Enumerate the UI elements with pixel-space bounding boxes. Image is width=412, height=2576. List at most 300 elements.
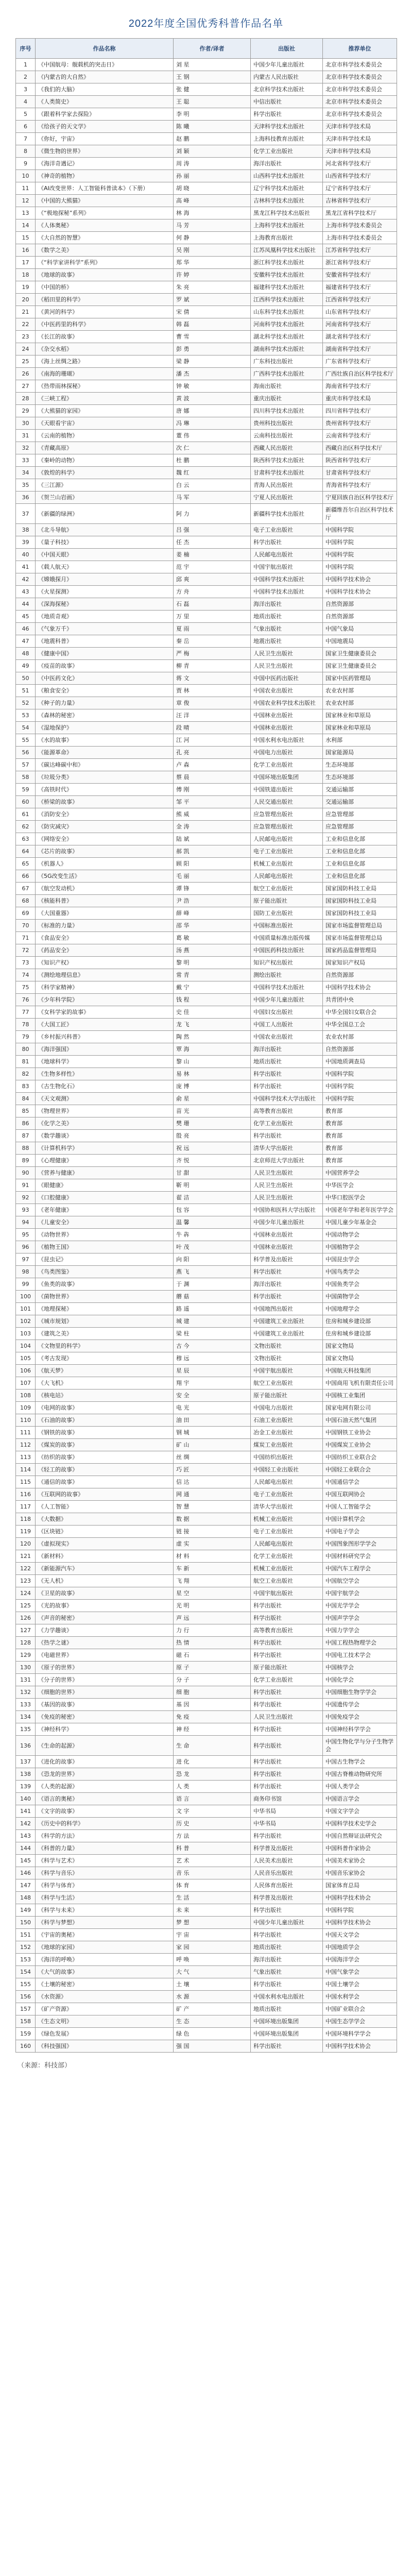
work-author: 刘 颖 <box>174 145 251 158</box>
work-recommender: 辽宁省科学技术厅 <box>323 182 397 195</box>
row-number: 61 <box>16 808 36 821</box>
table-row <box>16 1488 397 1501</box>
table-row <box>16 59 397 71</box>
table-row <box>16 1711 397 1723</box>
row-number: 130 <box>16 1662 36 1674</box>
work-publisher: 海洋出版社 <box>251 1043 323 1056</box>
table-row <box>16 586 397 598</box>
table-row <box>16 294 397 306</box>
work-publisher: 化学工业出版社 <box>251 1550 323 1563</box>
table-row <box>16 2015 397 2028</box>
work-recommender: 中国纺织工业联合会 <box>323 1451 397 1464</box>
work-publisher: 中国标准出版社 <box>251 920 323 932</box>
work-recommender: 黑龙江省科学技术厅 <box>323 207 397 219</box>
work-publisher: 广东科技出版社 <box>251 355 323 368</box>
table-row <box>16 524 397 536</box>
work-title: 《AI改变世界：人工智能科普读本》（下册） <box>36 182 174 195</box>
work-title: 《食品安全》 <box>36 932 174 944</box>
table-row <box>16 182 397 195</box>
work-publisher: 四川科学技术出版社 <box>251 405 323 417</box>
table-row <box>16 442 397 454</box>
work-publisher: 贵州科技出版社 <box>251 417 323 430</box>
work-recommender: 中国生物化学与分子生物学会 <box>323 1736 397 1756</box>
work-author: 绿 色 <box>174 2028 251 2040</box>
work-title: 《考古发现》 <box>36 1352 174 1365</box>
work-author: 星 空 <box>174 1587 251 1600</box>
work-author: 傅 刚 <box>174 784 251 796</box>
work-title: 《跟着科学家去探险》 <box>36 108 174 121</box>
row-number: 62 <box>16 821 36 833</box>
row-number: 59 <box>16 784 36 796</box>
work-recommender: 国家卫生健康委员会 <box>323 660 397 672</box>
work-publisher: 中国电力出版社 <box>251 1402 323 1414</box>
table-row <box>16 672 397 685</box>
work-author: 吕 强 <box>174 524 251 536</box>
table-row <box>16 1929 397 1941</box>
work-title: 《水资源》 <box>36 1991 174 2003</box>
work-title: 《药品安全》 <box>36 944 174 957</box>
work-title: 《核电站》 <box>36 1389 174 1402</box>
work-recommender: 国家林业和草原局 <box>323 722 397 734</box>
work-recommender: 应急管理部 <box>323 821 397 833</box>
row-number: 41 <box>16 561 36 573</box>
work-publisher: 高等教育出版社 <box>251 1105 323 1117</box>
table-row <box>16 1587 397 1600</box>
row-number: 30 <box>16 417 36 430</box>
work-title: 《力学趣谈》 <box>36 1624 174 1637</box>
table-row <box>16 1526 397 1538</box>
work-author: 历 史 <box>174 1818 251 1830</box>
work-title: 《进化的故事》 <box>36 1756 174 1768</box>
work-recommender: 中国儿童少年基金会 <box>323 1216 397 1229</box>
work-title: 《给孩子的天文学》 <box>36 121 174 133</box>
table-row <box>16 1117 397 1130</box>
row-number: 37 <box>16 504 36 524</box>
work-recommender: 中国科学技术协会 <box>323 1892 397 1904</box>
row-number: 146 <box>16 1867 36 1879</box>
work-recommender: 贵州省科学技术厅 <box>323 417 397 430</box>
work-publisher: 广西科学技术出版社 <box>251 368 323 380</box>
work-author: 齐 悦 <box>174 1155 251 1167</box>
work-publisher: 中国林业出版社 <box>251 1241 323 1253</box>
header-author: 作者/译者 <box>174 39 251 59</box>
work-publisher: 重庆出版社 <box>251 393 323 405</box>
work-author: 材 料 <box>174 1550 251 1563</box>
work-recommender: 生态环境部 <box>323 759 397 771</box>
work-recommender: 中国细胞生物学学会 <box>323 1686 397 1699</box>
work-title: 《心理健康》 <box>36 1155 174 1167</box>
work-author: 贾 林 <box>174 685 251 697</box>
row-number: 26 <box>16 368 36 380</box>
work-author: 生 活 <box>174 1892 251 1904</box>
row-number: 110 <box>16 1414 36 1427</box>
work-title: 《内蒙古的大自然》 <box>36 71 174 83</box>
work-publisher: 科学出版社 <box>251 1291 323 1303</box>
table-row <box>16 549 397 561</box>
work-title: 《声音的秘密》 <box>36 1612 174 1624</box>
work-author: 王 钢 <box>174 71 251 83</box>
row-number: 82 <box>16 1068 36 1080</box>
work-author: 郑 华 <box>174 257 251 269</box>
work-title: 《电网的故事》 <box>36 1402 174 1414</box>
row-number: 28 <box>16 393 36 405</box>
row-number: 141 <box>16 1805 36 1818</box>
row-number: 13 <box>16 207 36 219</box>
row-number: 154 <box>16 1966 36 1978</box>
work-recommender: 中国计算机学会 <box>323 1513 397 1526</box>
table-row <box>16 108 397 121</box>
table-body <box>16 59 397 2053</box>
work-title: 《煤炭的故事》 <box>36 1439 174 1451</box>
row-number: 93 <box>16 1204 36 1216</box>
work-author: 蒋 文 <box>174 672 251 685</box>
work-title: 《原子的世界》 <box>36 1662 174 1674</box>
table-row <box>16 969 397 981</box>
row-number: 69 <box>16 907 36 920</box>
work-publisher: 清华大学出版社 <box>251 1501 323 1513</box>
row-number: 119 <box>16 1526 36 1538</box>
work-title: 《杂交水稻》 <box>36 343 174 355</box>
work-author: 胡 晓 <box>174 182 251 195</box>
row-number: 58 <box>16 771 36 784</box>
work-title: 《天眼看宇宙》 <box>36 417 174 430</box>
row-number: 95 <box>16 1229 36 1241</box>
row-number: 24 <box>16 343 36 355</box>
row-number: 92 <box>16 1192 36 1204</box>
work-publisher: 科学出版社 <box>251 1266 323 1278</box>
work-publisher: 气象出版社 <box>251 623 323 635</box>
table-row <box>16 1563 397 1575</box>
table-row <box>16 1377 397 1389</box>
work-title: 《航空发动机》 <box>36 883 174 895</box>
table-row <box>16 467 397 479</box>
work-publisher: 人民邮电出版社 <box>251 549 323 561</box>
work-author: 姜 楠 <box>174 549 251 561</box>
row-number: 156 <box>16 1991 36 2003</box>
row-number: 55 <box>16 734 36 747</box>
work-author: 电 光 <box>174 1402 251 1414</box>
work-title: 《电磁世界》 <box>36 1649 174 1662</box>
work-recommender: 山东省科学技术厅 <box>323 306 397 318</box>
work-recommender: 天津市科学技术局 <box>323 145 397 158</box>
work-title: 《免疫的秘密》 <box>36 1711 174 1723</box>
table-row <box>16 1427 397 1439</box>
work-recommender: 农业农村部 <box>323 697 397 709</box>
work-publisher: 化学工业出版社 <box>251 759 323 771</box>
work-author: 马 芳 <box>174 219 251 232</box>
work-author: 次 仁 <box>174 442 251 454</box>
work-recommender: 中国科普作家协会 <box>323 1842 397 1855</box>
row-number: 94 <box>16 1216 36 1229</box>
work-recommender: 山西省科学技术厅 <box>323 170 397 182</box>
work-author: 覃 海 <box>174 1043 251 1056</box>
table-row <box>16 257 397 269</box>
work-recommender: 江苏省科学技术厅 <box>323 244 397 257</box>
work-title: 《大自然的智慧》 <box>36 232 174 244</box>
work-author: 赵 鹏 <box>174 133 251 145</box>
table-row <box>16 709 397 722</box>
table-header <box>16 39 397 59</box>
work-publisher: 科学出版社 <box>251 1978 323 1991</box>
work-author: 阿 力 <box>174 504 251 524</box>
work-publisher: 中国科学技术出版社 <box>251 981 323 994</box>
work-recommender: 广东省科学技术厅 <box>323 355 397 368</box>
work-publisher: 陕西科学技术出版社 <box>251 454 323 467</box>
work-title: 《疫苗的故事》 <box>36 660 174 672</box>
work-author: 邹 平 <box>174 796 251 808</box>
work-author: 翔 宇 <box>174 1377 251 1389</box>
work-publisher: 地质出版社 <box>251 1056 323 1068</box>
work-publisher: 科学出版社 <box>251 1768 323 1781</box>
table-row <box>16 907 397 920</box>
row-number: 128 <box>16 1637 36 1649</box>
work-title: 《消防安全》 <box>36 808 174 821</box>
work-title: 《载人航天》 <box>36 561 174 573</box>
work-publisher: 原子能出版社 <box>251 1389 323 1402</box>
table-row <box>16 1340 397 1352</box>
work-title: 《城市规划》 <box>36 1315 174 1328</box>
work-publisher: 科学出版社 <box>251 1929 323 1941</box>
work-title: 《碳达峰碳中和》 <box>36 759 174 771</box>
work-title: 《科学与梦想》 <box>36 1917 174 1929</box>
work-author: 方 舟 <box>174 586 251 598</box>
work-author: 薛 峰 <box>174 907 251 920</box>
work-recommender: 中国矿业联合会 <box>323 2003 397 2015</box>
row-number: 8 <box>16 145 36 158</box>
table-row <box>16 536 397 549</box>
work-recommender: 河南省科学技术厅 <box>323 318 397 331</box>
table-row <box>16 1600 397 1612</box>
work-title: 《火星探测》 <box>36 586 174 598</box>
work-title: 《水的故事》 <box>36 734 174 747</box>
work-author: 城 建 <box>174 1315 251 1328</box>
row-number: 134 <box>16 1711 36 1723</box>
table-row <box>16 648 397 660</box>
row-number: 126 <box>16 1612 36 1624</box>
row-number: 87 <box>16 1130 36 1142</box>
work-author: 曹 雪 <box>174 331 251 343</box>
work-title: 《卫星的故事》 <box>36 1587 174 1600</box>
work-recommender: 中国科学院 <box>323 1904 397 1917</box>
work-recommender: 新疆维吾尔自治区科学技术厅 <box>323 504 397 524</box>
work-title: 《5G改变生活》 <box>36 870 174 883</box>
work-author: 热 情 <box>174 1637 251 1649</box>
work-recommender: 工业和信息化部 <box>323 870 397 883</box>
table-row <box>16 1793 397 1805</box>
row-number: 15 <box>16 232 36 244</box>
work-recommender: 中国商用飞机有限责任公司 <box>323 1377 397 1389</box>
table-row <box>16 1402 397 1414</box>
work-author: 孙 丽 <box>174 170 251 182</box>
table-row <box>16 1637 397 1649</box>
work-title: 《我们的大脑》 <box>36 83 174 96</box>
work-recommender: 中国老年学和老年医学学会 <box>323 1204 397 1216</box>
work-title: 《云南的植物》 <box>36 430 174 442</box>
work-recommender: 湖北省科学技术厅 <box>323 331 397 343</box>
row-number: 84 <box>16 1093 36 1105</box>
row-number: 153 <box>16 1954 36 1966</box>
row-number: 148 <box>16 1892 36 1904</box>
work-publisher: 科学出版社 <box>251 1080 323 1093</box>
work-publisher: 江西科学技术出版社 <box>251 294 323 306</box>
row-number: 35 <box>16 479 36 492</box>
work-title: 《儿童安全》 <box>36 1216 174 1229</box>
row-number: 116 <box>16 1488 36 1501</box>
work-publisher: 科学出版社 <box>251 1612 323 1624</box>
table-row <box>16 821 397 833</box>
work-author: 蔡 晨 <box>174 771 251 784</box>
table-row <box>16 1756 397 1768</box>
work-author: 夏 雨 <box>174 623 251 635</box>
row-number: 71 <box>16 932 36 944</box>
work-publisher: 科学出版社 <box>251 536 323 549</box>
table-row <box>16 393 397 405</box>
row-number: 89 <box>16 1155 36 1167</box>
table-row <box>16 660 397 672</box>
header-recommender: 推荐单位 <box>323 39 397 59</box>
work-title: 《标准的力量》 <box>36 920 174 932</box>
work-recommender: 中国昆虫学会 <box>323 1253 397 1266</box>
work-author: 谭 锋 <box>174 883 251 895</box>
work-recommender: 国家文物局 <box>323 1352 397 1365</box>
work-recommender: 重庆市科学技术局 <box>323 393 397 405</box>
row-number: 23 <box>16 331 36 343</box>
row-number: 40 <box>16 549 36 561</box>
table-row <box>16 306 397 318</box>
work-recommender: 应急管理部 <box>323 808 397 821</box>
work-recommender: 住房和城乡建设部 <box>323 1328 397 1340</box>
works-table <box>15 38 397 2053</box>
work-title: 《嫦娥探月》 <box>36 573 174 586</box>
work-author: 分 子 <box>174 1674 251 1686</box>
row-number: 64 <box>16 845 36 858</box>
row-number: 46 <box>16 623 36 635</box>
work-author: 梁 柱 <box>174 1328 251 1340</box>
work-author: 冯 琳 <box>174 417 251 430</box>
row-number: 75 <box>16 981 36 994</box>
table-row <box>16 1575 397 1587</box>
work-title: 《航天梦》 <box>36 1365 174 1377</box>
work-title: 《中国的大熊猫》 <box>36 195 174 207</box>
work-publisher: 青海人民出版社 <box>251 479 323 492</box>
work-title: 《热带雨林探秘》 <box>36 380 174 393</box>
work-recommender: 中国科学技术协会 <box>323 1917 397 1929</box>
row-number: 29 <box>16 405 36 417</box>
work-publisher: 中国科学技术大学出版社 <box>251 1093 323 1105</box>
work-publisher: 机械工业出版社 <box>251 1563 323 1575</box>
work-title: 《地球科学》 <box>36 1056 174 1068</box>
work-author: 魏 红 <box>174 467 251 479</box>
row-number: 125 <box>16 1600 36 1612</box>
table-row <box>16 1476 397 1488</box>
row-number: 112 <box>16 1439 36 1451</box>
work-title: 《互联网的故事》 <box>36 1488 174 1501</box>
work-title: 《生命的起源》 <box>36 1736 174 1756</box>
row-number: 105 <box>16 1352 36 1365</box>
work-author: 李 明 <box>174 108 251 121</box>
work-recommender: 共青团中央 <box>323 994 397 1006</box>
work-title: 《防灾减灾》 <box>36 821 174 833</box>
row-number: 85 <box>16 1105 36 1117</box>
work-publisher: 清华大学出版社 <box>251 1142 323 1155</box>
work-author: 大 气 <box>174 1966 251 1978</box>
work-title: 《海洋强国》 <box>36 1043 174 1056</box>
work-title: 《钢铁的故事》 <box>36 1427 174 1439</box>
work-publisher: 国防工业出版社 <box>251 907 323 920</box>
work-publisher: 中国建筑工业出版社 <box>251 1315 323 1328</box>
work-recommender: 中国鸟类学会 <box>323 1266 397 1278</box>
work-author: 翟 洁 <box>174 1192 251 1204</box>
work-author: 王 聪 <box>174 96 251 108</box>
table-row <box>16 2028 397 2040</box>
work-author: 毛 丽 <box>174 870 251 883</box>
work-author: 车 新 <box>174 1563 251 1575</box>
work-title: 《核能科普》 <box>36 895 174 907</box>
work-author: 生 态 <box>174 2015 251 2028</box>
work-publisher: 人民邮电出版社 <box>251 1538 323 1550</box>
row-number: 155 <box>16 1978 36 1991</box>
work-recommender: 中国自然辩证法研究会 <box>323 1830 397 1842</box>
row-number: 70 <box>16 920 36 932</box>
work-title: 《深海探秘》 <box>36 598 174 611</box>
work-publisher: 中国纺织出版社 <box>251 1451 323 1464</box>
work-recommender: 中国煤炭工业协会 <box>323 1439 397 1451</box>
work-recommender: 宁夏回族自治区科学技术厅 <box>323 492 397 504</box>
table-row <box>16 492 397 504</box>
work-publisher: 中国农业科学技术出版社 <box>251 697 323 709</box>
work-publisher: 海洋出版社 <box>251 158 323 170</box>
work-title: 《科学与未来》 <box>36 1904 174 1917</box>
work-author: 音 乐 <box>174 1867 251 1879</box>
work-author: 秦 岳 <box>174 635 251 648</box>
table-row <box>16 833 397 845</box>
work-title: 《秦岭的动物》 <box>36 454 174 467</box>
work-publisher: 电子工业出版社 <box>251 1488 323 1501</box>
work-publisher: 化学工业出版社 <box>251 1117 323 1130</box>
work-recommender: 中国遗传学会 <box>323 1699 397 1711</box>
row-number: 21 <box>16 306 36 318</box>
work-publisher: 吉林科学技术出版社 <box>251 195 323 207</box>
work-recommender: 工业和信息化部 <box>323 833 397 845</box>
table-row <box>16 331 397 343</box>
work-recommender: 西藏自治区科学技术厅 <box>323 442 397 454</box>
work-recommender: 教育部 <box>323 1155 397 1167</box>
work-title: 《地震科普》 <box>36 635 174 648</box>
work-title: 《热学之谜》 <box>36 1637 174 1649</box>
work-title: 《青藏高原》 <box>36 442 174 454</box>
work-recommender: 中国语言学会 <box>323 1793 397 1805</box>
work-title: 《北斗导航》 <box>36 524 174 536</box>
table-row <box>16 1303 397 1315</box>
work-publisher: 化学工业出版社 <box>251 1674 323 1686</box>
work-publisher: 中国农业出版社 <box>251 1031 323 1043</box>
work-publisher: 西藏人民出版社 <box>251 442 323 454</box>
work-publisher: 中华书局 <box>251 1805 323 1818</box>
work-recommender: 北京市科学技术委员会 <box>323 108 397 121</box>
work-recommender: 国家能源局 <box>323 747 397 759</box>
table-row <box>16 1031 397 1043</box>
work-author: 龙 飞 <box>174 1019 251 1031</box>
table-row <box>16 1130 397 1142</box>
table-row <box>16 1204 397 1216</box>
work-author: 高 峰 <box>174 195 251 207</box>
table-row <box>16 1904 397 1917</box>
work-recommender: 中国核工业集团 <box>323 1389 397 1402</box>
work-title: 《人类简史》 <box>36 96 174 108</box>
work-publisher: 海洋出版社 <box>251 598 323 611</box>
work-title: 《桥梁的故事》 <box>36 796 174 808</box>
work-publisher: 中国少年儿童出版社 <box>251 994 323 1006</box>
